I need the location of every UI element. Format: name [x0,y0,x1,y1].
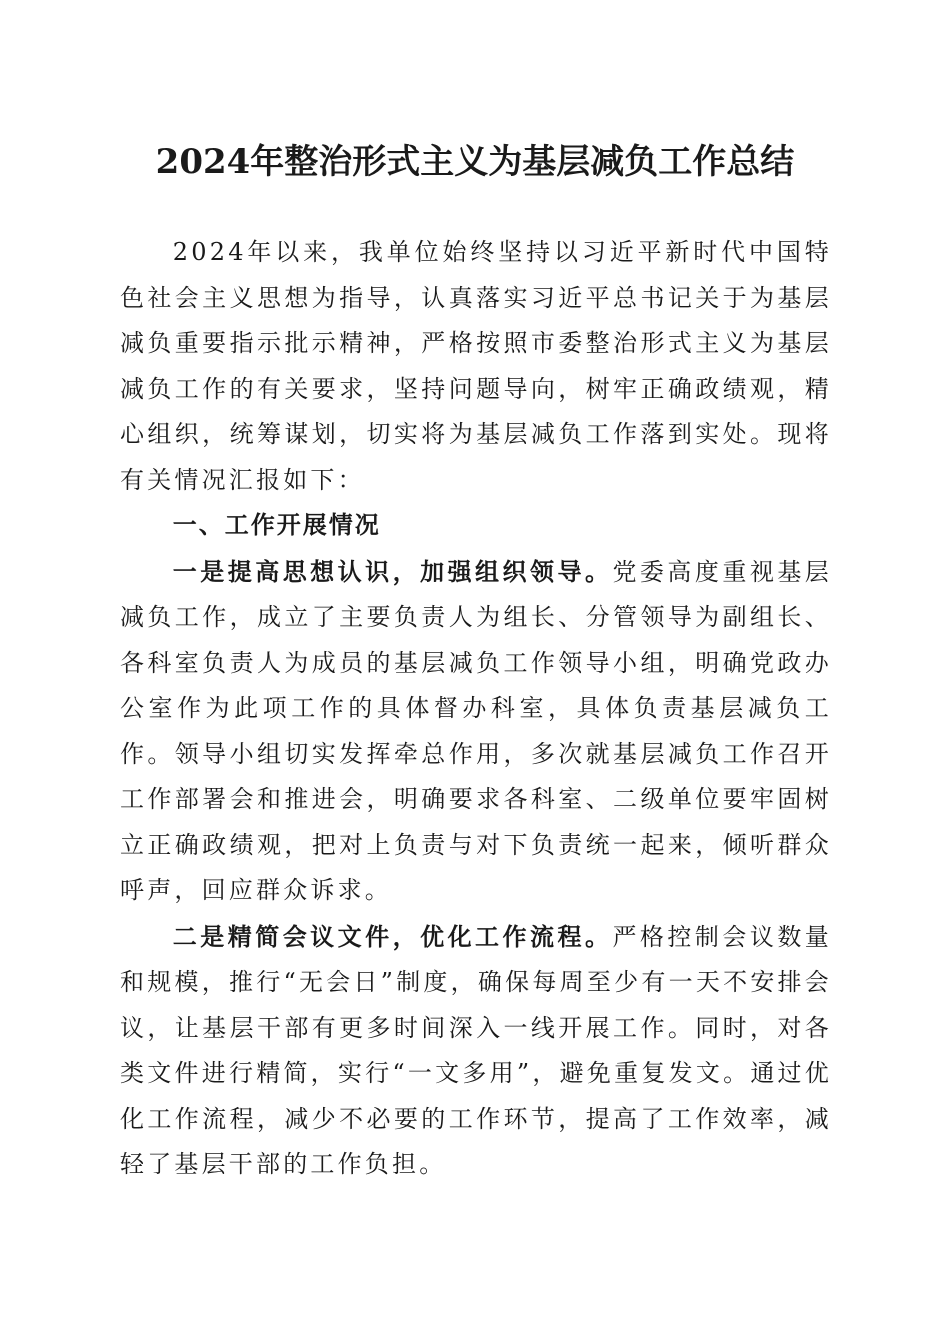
point-one-text: 党委高度重视基层减负工作，成立了主要负责人为组长、分管领导为副组长、各科室负责人为成员的基层减负工作领导小组，明确党政办公室作为此项工作的具体督办科室，具体负责基层减负工作。领导小组切实发挥牵总作用，多次就基层减负工作召开工作部署会和推进会，明确要求各科室、二级单位要牢固树立正确政绩观，把对上负责与对下负责统一起来，倾听群众呼声，回应群众诉求。 [120,557,832,904]
point-two-lead: 二是精简会议文件，优化工作流程。 [172,921,613,951]
point-two-paragraph [120,914,832,1188]
section-heading-work-progress: 一、工作开展情况 [172,511,381,539]
document-body [120,230,832,1188]
point-one-paragraph [120,549,832,914]
point-two-text: 严格控制会议数量和规模，推行“无会日”制度，确保每周至少有一天不安排会议，让基层干部有更多时间深入一线开展工作。同时，对各类文件进行精简，实行“一文多用”，避免重复发文。通过优化工作流程，减少不必要的工作环节，提高了工作效率，减轻了基层干部的工作负担。 [120,922,832,1178]
intro-paragraph: 2024年以来，我单位始终坚持以习近平新时代中国特色社会主义思想为指导，认真落实习近平总书记关于为基层减负重要指示批示精神，严格按照市委整治形式主义为基层减负工作的有关要求，坚持问题导向，树牢正确政绩观，精心组织，统筹谋划，切实将为基层减负工作落到实处。现将有关情况汇报如下： [120,238,832,494]
point-one-lead: 一是提高思想认识，加强组织领导。 [172,556,613,586]
document-title: 2024年整治形式主义为基层减负工作总结 [155,142,795,182]
